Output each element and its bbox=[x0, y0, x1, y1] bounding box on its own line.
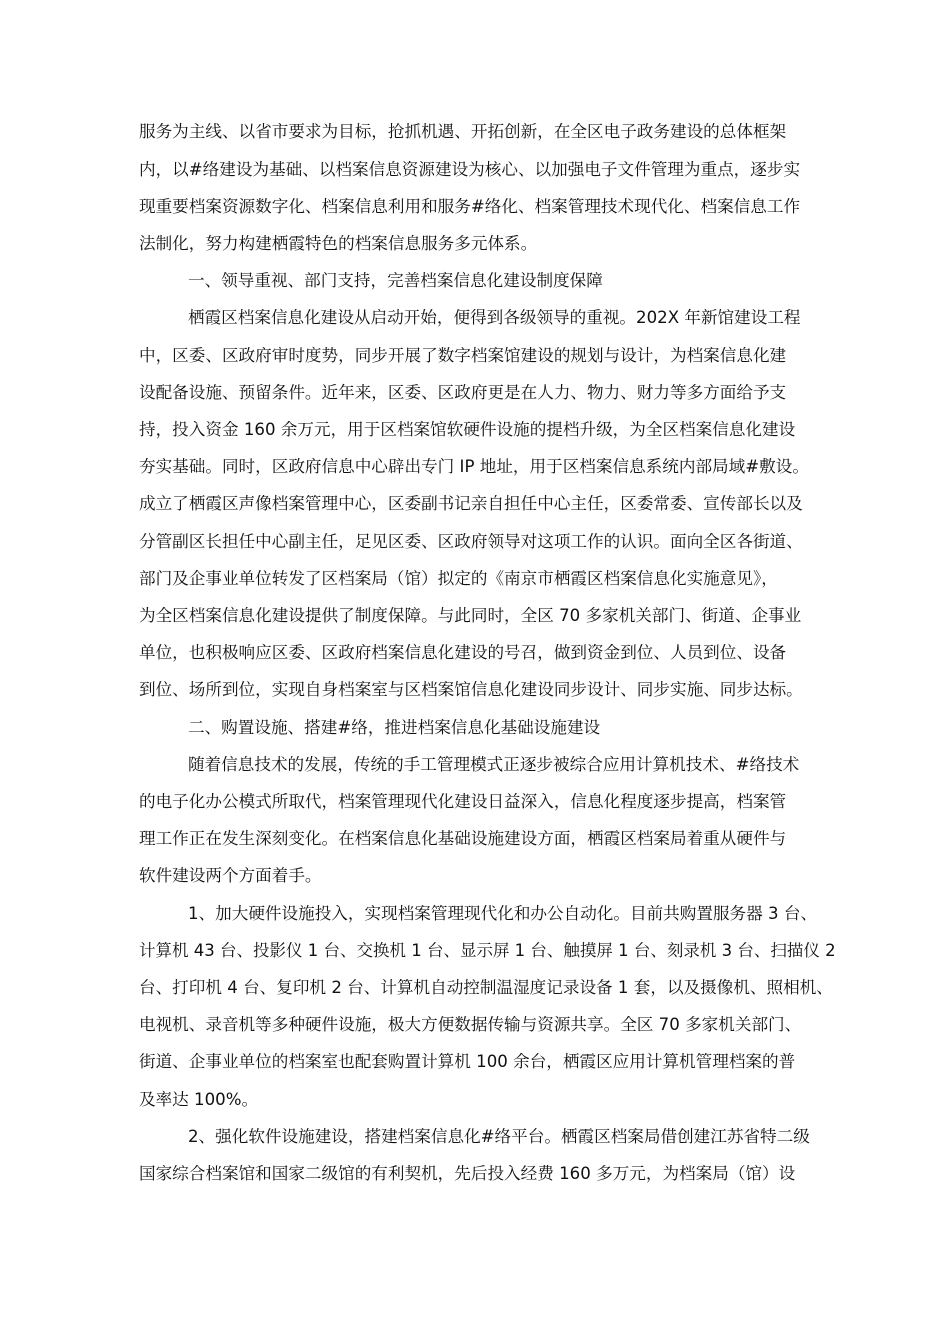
body-line: 随着信息技术的发展，传统的手工管理模式正逐步被综合应用计算机技术、#络技术 bbox=[188, 755, 800, 774]
body-line: 法制化，努力构建栖霞特色的档案信息服务多元体系。 bbox=[139, 234, 538, 253]
section-heading: 一、领导重视、部门支持，完善档案信息化建设制度保障 bbox=[188, 271, 603, 290]
body-line: 现重要档案资源数字化、档案信息利用和服务#络化、档案管理技术现代化、档案信息工作 bbox=[139, 197, 801, 216]
body-line: 成立了栖霞区声像档案管理中心，区委副书记亲自担任中心主任，区委常委、宣传部长以及 bbox=[139, 494, 803, 513]
body-line: 服务为主线、以省市要求为目标，抢抓机遇、开拓创新，在全区电子政务建设的总体框架 bbox=[139, 122, 787, 141]
body-line: 及率达 100%。 bbox=[139, 1090, 259, 1109]
body-line: 理工作正在发生深刻变化。在档案信息化基础设施建设方面，栖霞区档案局着重从硬件与 bbox=[139, 829, 787, 848]
body-line: 台、打印机 4 台、复印机 2 台、计算机自动控制温湿度记录设备 1 套，以及摄像机、照相机、 bbox=[139, 978, 833, 997]
body-line: 到位、场所到位，实现自身档案室与区档案馆信息化建设同步设计、同步实施、同步达标。 bbox=[139, 680, 803, 699]
body-line: 单位，也积极响应区委、区政府档案信息化建设的号召，做到资金到位、人员到位、设备 bbox=[139, 643, 787, 662]
body-line: 的电子化办公模式所取代，档案管理现代化建设日益深入，信息化程度逐步提高，档案管 bbox=[139, 792, 787, 811]
body-line: 电视机、录音机等多种硬件设施，极大方便数据传输与资源共享。全区 70 多家机关部门、 bbox=[139, 1015, 802, 1034]
body-line: 内，以#络建设为基础、以档案信息资源建设为核心、以加强电子文件管理为重点，逐步实 bbox=[139, 160, 801, 179]
body-line: 2、强化软件设施建设，搭建档案信息化#络平台。栖霞区档案局借创建江苏省特二级 bbox=[188, 1127, 810, 1146]
section-heading: 二、购置设施、搭建#络，推进档案信息化基础设施建设 bbox=[188, 718, 601, 737]
body-line: 中，区委、区政府审时度势，同步开展了数字档案馆建设的规划与设计，为档案信息化建 bbox=[139, 346, 787, 365]
body-line: 栖霞区档案信息化建设从启动开始，便得到各级领导的重视。202X 年新馆建设工程 bbox=[188, 308, 801, 327]
body-line: 软件建设两个方面着手。 bbox=[139, 866, 322, 885]
body-line: 部门及企事业单位转发了区档案局（馆）拟定的《南京市栖霞区档案信息化实施意见》， bbox=[139, 569, 778, 588]
body-line: 为全区档案信息化建设提供了制度保障。与此同时，全区 70 多家机关部门、街道、企事业 bbox=[139, 606, 802, 625]
body-line: 持，投入资金 160 余万元，用于区档案馆软硬件设施的提档升级，为全区档案信息化建设 bbox=[139, 420, 796, 439]
body-line: 设配备设施、预留条件。近年来，区委、区政府更是在人力、物力、财力等多方面给予支 bbox=[139, 383, 787, 402]
body-line: 街道、企事业单位的档案室也配套购置计算机 100 余台，栖霞区应用计算机管理档案的普 bbox=[139, 1052, 796, 1071]
body-line: 1、加大硬件设施投入，实现档案管理现代化和办公自动化。目前共购置服务器 3 台、 bbox=[188, 904, 818, 923]
body-line: 计算机 43 台、投影仪 1 台、交换机 1 台、显示屏 1 台、触摸屏 1 台、刻录机 3 台、扫描仪 2 bbox=[139, 941, 836, 960]
body-line: 夯实基础。同时，区政府信息中心辟出专门 IP 地址，用于区档案信息系统内部局域#敷设。 bbox=[139, 457, 809, 476]
body-line: 国家综合档案馆和国家二级馆的有利契机，先后投入经费 160 多万元，为档案局（馆）设 bbox=[139, 1164, 796, 1183]
body-line: 分管副区长担任中心副主任，足见区委、区政府领导对这项工作的认识。面向全区各街道、 bbox=[139, 532, 803, 551]
